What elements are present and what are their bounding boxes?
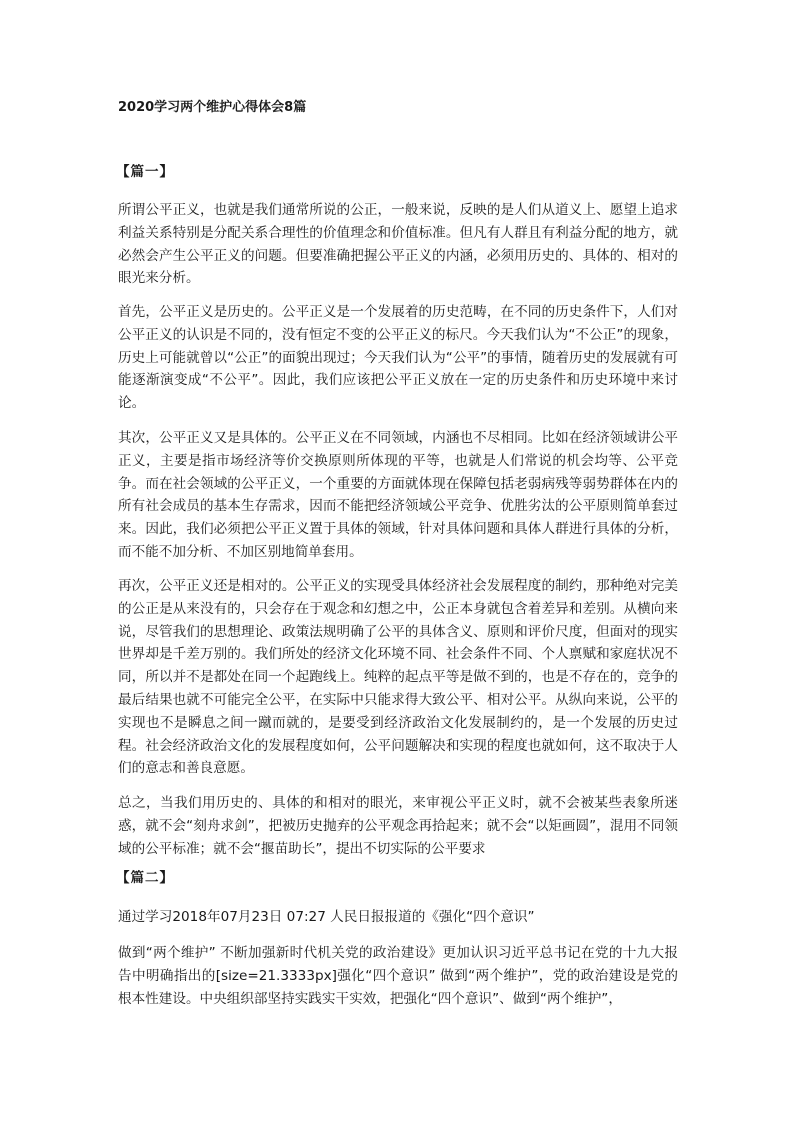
paragraph: 首先，公平正义是历史的。公平正义是一个发展着的历史范畴，在不同的历史条件下，人们对公平正义的认识是不同的，没有恒定不变的公平正义的标尺。今天我们认为“不公正”的现象，历史上可能就曾以“公正”的面貌出现过；今天我们认为“公平”的事情，随着历史的发展就有可能逐渐演变成“不公平”。因此，我们应该把公平正义放在一定的历史条件和历史环境中来讨论。 [118,304,678,412]
document-title: 2020学习两个维护心得体会8篇 [118,100,307,115]
paragraph: 通过学习2018年07月23日 07:27 人民日报报道的《强化“四个意识” [118,909,535,925]
paragraph: 做到“两个维护” 不断加强新时代机关党的政治建设》更加认识习近平总书记在党的十九大报告中明确指出的[size=21.3333px]强化“四个意识” 做到“两个维护”，党的政治建设是党的根本性建设。中央组织部坚持实践实干实效，把强化“四个意识”、做到“两个维护”， [118,945,678,1007]
paragraph: 所谓公平正义，也就是我们通常所说的公正，一般来说，反映的是人们从道义上、愿望上追求利益关系特别是分配关系合理性的价值理念和价值标准。但凡有人群且有利益分配的地方，就必然会产生公平正义的问题。但要准确把握公平正义的内涵，必须用历史的、具体的、相对的眼光来分析。 [118,202,678,287]
paragraph: 其次，公平正义又是具体的。公平正义在不同领域，内涵也不尽相同。比如在经济领域讲公平正义，主要是指市场经济等价交换原则所体现的平等，也就是人们常说的机会均等、公平竞争。而在社会领域的公平正义，一个重要的方面就体现在保障包括老弱病残等弱势群体在内的所有社会成员的基本生存需求，因而不能把经济领域公平竞争、优胜劣汰的公平原则简单套过来。因此，我们必须把公平正义置于具体的领域，针对具体问题和具体人群进行具体的分析，而不能不加分析、不加区别地简单套用。 [118,430,678,560]
paragraph: 总之，当我们用历史的、具体的和相对的眼光，来审视公平正义时，就不会被某些表象所迷惑，就不会“刻舟求剑”，把被历史抛弃的公平观念再拾起来；就不会“以矩画圆”，混用不同领域的公平标准；就不会“揠苗助长”，提出不切实际的公平要求 [118,795,678,857]
section-heading-1: 【篇一】 [116,164,174,180]
paragraph: 再次，公平正义还是相对的。公平正义的实现受具体经济社会发展程度的制约，那种绝对完美的公正是从来没有的，只会存在于观念和幻想之中，公正本身就包含着差异和差别。从横向来说，尽管我们的思想理论、政策法规明确了公平的具体含义、原则和评价尺度，但面对的现实世界却是千差万别的。我们所处的经济文化环境不同、社会条件不同、个人禀赋和家庭状况不同，所以并不是都处在同一个起跑线上。纯粹的起点平等是做不到的，也是不存在的，竞争的最后结果也就不可能完全公平，在实际中只能求得大致公平、相对公平。从纵向来说，公平的实现也不是瞬息之间一蹴而就的，是要受到经济政治文化发展制约的，是一个发展的历史过程。社会经济政治文化的发展程度如何，公平问题解决和实现的程度也就如何，这不取决于人们的意志和善良意愿。 [118,578,678,777]
section-heading-2: 【篇二】 [116,870,174,886]
